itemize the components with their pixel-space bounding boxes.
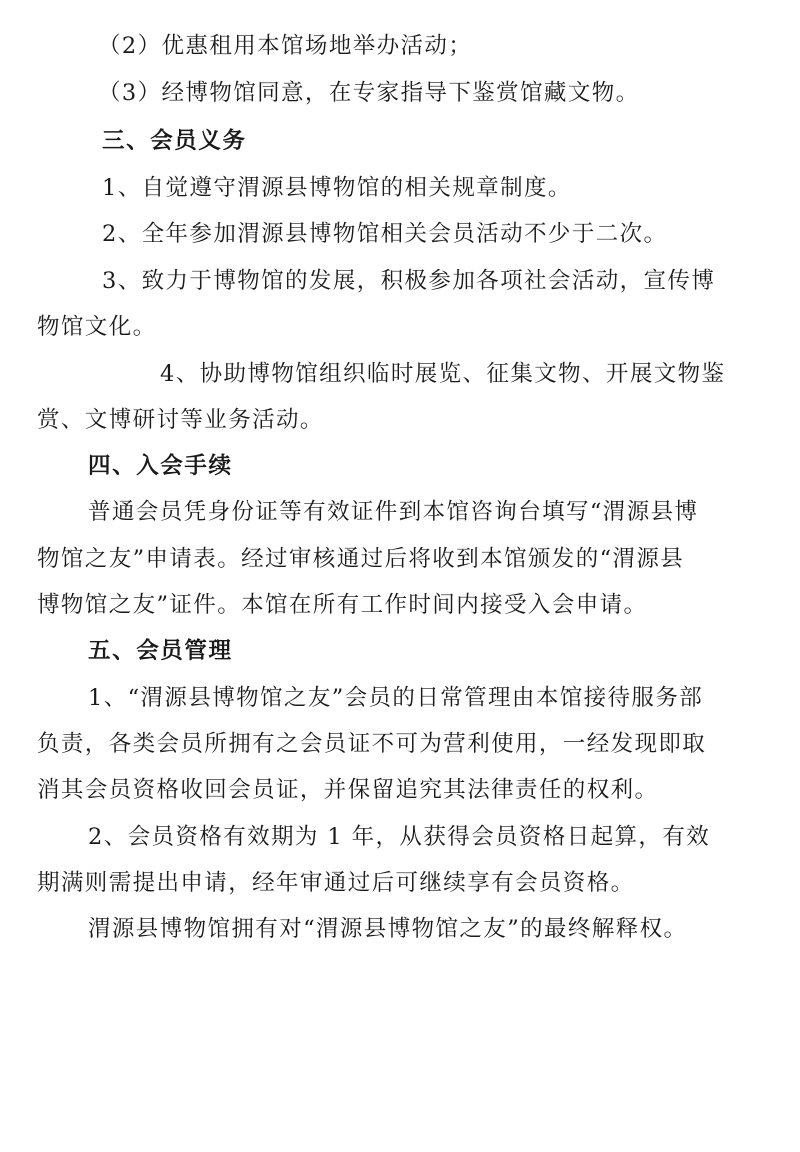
procedure-line-2: 物馆之友”申请表。经过审核通过后将收到本馆颁发的“渭源县 [37,546,685,572]
obligations-item-1: 1、自觉遵守渭源县博物馆的相关规章制度。 [102,175,572,201]
obligations-item-4-line-2: 赏、文博研讨等业务活动。 [37,407,324,433]
obligations-item-4-line-1: 4、协助博物馆组织临时展览、征集文物、开展文物鉴 [160,361,726,387]
obligations-item-3-line-2: 物馆文化。 [37,314,157,340]
management-heading: 五、会员管理 [88,638,233,664]
management-item-1-line-1: 1、“渭源县博物馆之友”会员的日常管理由本馆接待服务部 [88,685,704,711]
management-item-2-line-2: 期满则需提出申请，经年审通过后可继续享有会员资格。 [37,870,635,896]
management-item-2-line-1: 2、会员资格有效期为 1 年，从获得会员资格日起算，有效 [88,824,711,850]
procedure-heading: 四、入会手续 [88,453,233,479]
management-item-1-line-3: 消其会员资格收回会员证，并保留追究其法律责任的权利。 [37,777,659,803]
management-item-1-line-2: 负责，各类会员所拥有之会员证不可为营利使用，一经发现即取 [37,731,707,757]
procedure-line-3: 博物馆之友”证件。本馆在所有工作时间内接受入会申请。 [37,592,648,618]
final-note: 渭源县博物馆拥有对“渭源县博物馆之友”的最终解释权。 [88,916,688,942]
procedure-line-1: 普通会员凭身份证等有效证件到本馆咨询台填写“渭源县博 [88,499,699,525]
rights-item-2: （2）优惠租用本馆场地举办活动； [98,33,473,59]
rights-item-3: （3）经博物馆同意，在专家指导下鉴赏馆藏文物。 [98,80,640,106]
obligations-item-2: 2、全年参加渭源县博物馆相关会员活动不少于二次。 [102,221,668,247]
obligations-item-3-line-1: 3、致力于博物馆的发展，积极参加各项社会活动，宣传博 [102,268,716,294]
obligations-heading: 三、会员义务 [102,128,247,154]
